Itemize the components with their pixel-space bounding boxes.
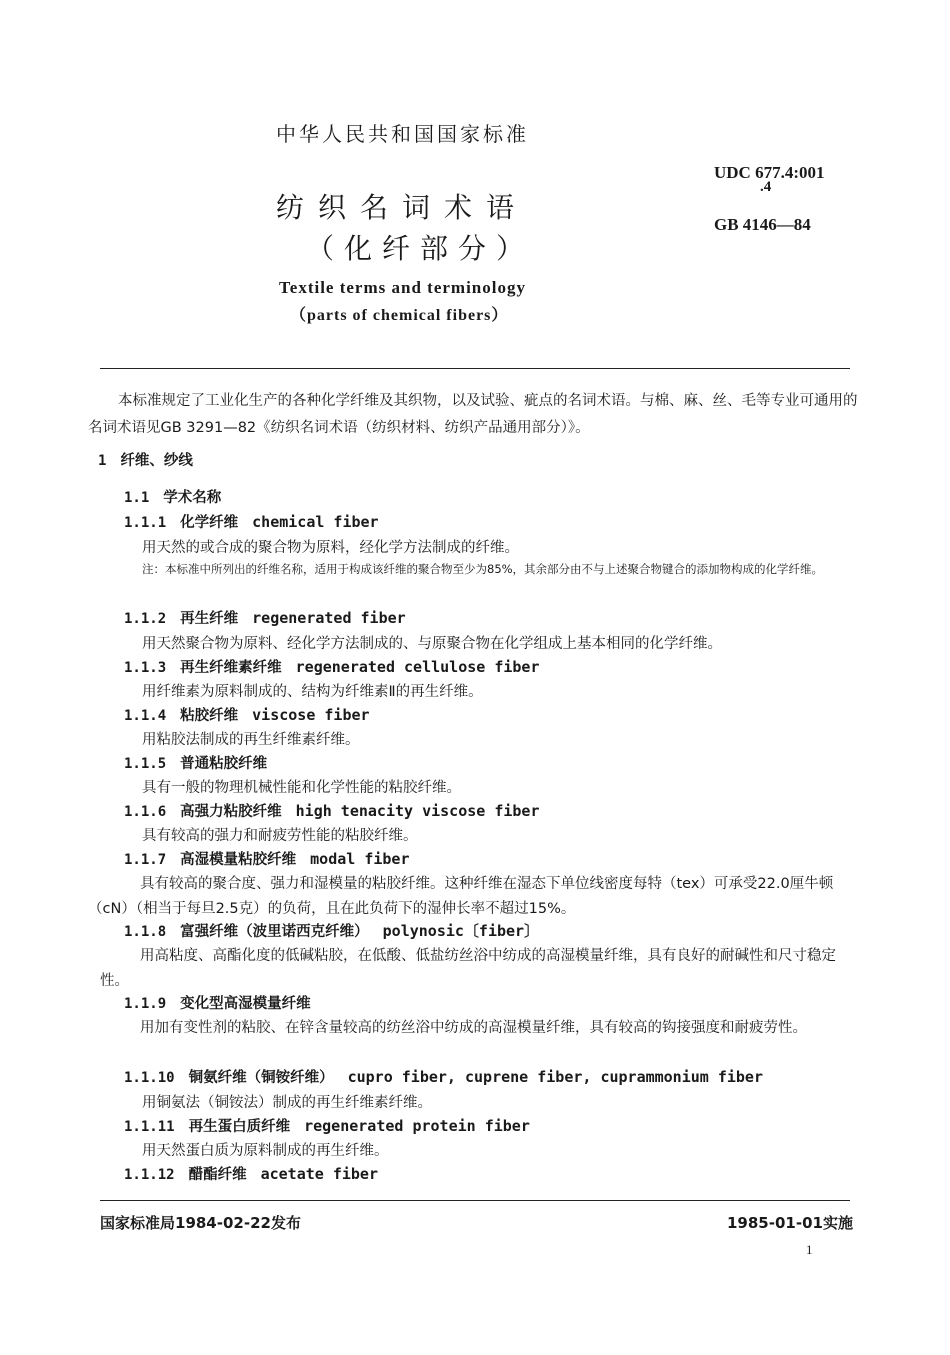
term-definition: 用高粘度、高酯化度的低碱粘胶，在低酸、低盐纺丝浴中纺成的高湿模量纤维，具有良好的耐碱性和尺寸稳定性。 bbox=[100, 948, 836, 989]
term-number: 1.1.11 bbox=[124, 1119, 175, 1135]
footer-divider bbox=[100, 1200, 850, 1201]
term-heading bbox=[124, 920, 539, 941]
term-heading bbox=[124, 752, 267, 773]
term-chinese: 醋酯纤维 bbox=[188, 1167, 247, 1183]
section-title: 纤维、纱线 bbox=[120, 453, 193, 469]
subsection-heading bbox=[124, 486, 221, 507]
term-chinese: 富强纤维（波里诺西克纤维） bbox=[180, 924, 369, 940]
term-heading bbox=[124, 607, 406, 628]
term-chinese: 再生蛋白质纤维 bbox=[188, 1119, 291, 1135]
term-chinese: 高湿模量粘胶纤维 bbox=[180, 852, 297, 868]
term-number: 1.1.12 bbox=[124, 1167, 175, 1183]
term-number: 1.1.10 bbox=[124, 1070, 175, 1086]
term-number: 1.1.6 bbox=[124, 804, 167, 820]
term-chinese: 高强力粘胶纤维 bbox=[180, 804, 282, 820]
term-heading bbox=[124, 1115, 530, 1136]
term-definition: 用铜氨法（铜铵法）制成的再生纤维素纤维。 bbox=[142, 1095, 432, 1111]
term-number: 1.1.3 bbox=[124, 660, 167, 676]
term-definition: 用纤维素为原料制成的、结构为纤维素Ⅱ的再生纤维。 bbox=[142, 684, 483, 700]
term-number: 1.1.7 bbox=[124, 852, 167, 868]
term-chinese: 粘胶纤维 bbox=[180, 708, 239, 724]
term-english: regenerated cellulose fiber bbox=[295, 658, 540, 676]
term-heading bbox=[124, 511, 379, 532]
term-definition: 具有较高的强力和耐疲劳性能的粘胶纤维。 bbox=[142, 828, 418, 844]
term-english: polynosic〔fiber〕 bbox=[382, 922, 540, 940]
english-title: Textile terms and terminology bbox=[279, 278, 526, 297]
term-english: chemical fiber bbox=[252, 513, 379, 531]
term-english: high tenacity viscose fiber bbox=[295, 802, 540, 820]
document-subtitle: （化纤部分） bbox=[306, 232, 535, 265]
term-heading bbox=[124, 848, 410, 869]
term-chinese: 化学纤维 bbox=[180, 515, 239, 531]
term-chinese: 变化型高湿模量纤维 bbox=[180, 996, 311, 1012]
term-definition: 用加有变性剂的粘胶、在锌含量较高的纺丝浴中纺成的高湿模量纤维，具有较高的钩接强度和耐疲劳性。 bbox=[140, 1020, 807, 1036]
term-definition: 用粘胶法制成的再生纤维素纤维。 bbox=[142, 732, 360, 748]
term-number: 1.1.2 bbox=[124, 611, 167, 627]
term-chinese: 再生纤维 bbox=[180, 611, 239, 627]
term-number: 1.1.9 bbox=[124, 996, 167, 1012]
term-note: 注：本标准中所列出的纤维名称，适用于构成该纤维的聚合物至少为85%，其余部分由不与上述聚合物键合的添加物构成的化学纤维。 bbox=[142, 562, 824, 576]
section-heading bbox=[98, 449, 193, 470]
term-definition: 用天然蛋白质为原料制成的再生纤维。 bbox=[142, 1143, 389, 1159]
term-chinese: 再生纤维素纤维 bbox=[180, 660, 282, 676]
term-english: modal fiber bbox=[310, 850, 410, 868]
subsection-title: 学术名称 bbox=[163, 490, 222, 506]
term-number: 1.1.4 bbox=[124, 708, 167, 724]
term-heading bbox=[124, 704, 370, 725]
issue-date: 国家标准局1984-02-22发布 bbox=[100, 1214, 301, 1232]
english-subtitle: （parts of chemical fibers） bbox=[290, 307, 509, 324]
term-heading bbox=[124, 656, 540, 677]
term-english: viscose fiber bbox=[252, 706, 370, 724]
page-number: 1 bbox=[806, 1242, 813, 1257]
term-heading bbox=[124, 1066, 763, 1087]
standard-country-heading: 中华人民共和国国家标准 bbox=[276, 122, 529, 146]
term-definition: 用天然聚合物为原料、经化学方法制成的、与原聚合物在化学组成上基本相同的化学纤维。 bbox=[142, 636, 722, 652]
term-number: 1.1.8 bbox=[124, 924, 167, 940]
term-number: 1.1.1 bbox=[124, 515, 167, 531]
term-english: cupro fiber, cuprene fiber, cuprammonium fiber bbox=[347, 1068, 763, 1086]
term-heading bbox=[124, 1163, 378, 1184]
term-chinese: 铜氨纤维（铜铵纤维） bbox=[188, 1070, 334, 1086]
term-heading bbox=[124, 800, 540, 821]
term-definition: 具有较高的聚合度、强力和湿模量的粘胶纤维。这种纤维在湿态下单位线密度每特（tex）可承受22.0厘牛顿（cN）（相当于每旦2.5克）的负荷，且在此负荷下的湿伸长率不超过15%。 bbox=[88, 876, 834, 917]
header-divider bbox=[100, 368, 850, 369]
term-english: regenerated fiber bbox=[252, 609, 406, 627]
subsection-number: 1.1 bbox=[124, 490, 150, 506]
udc-code-continuation: .4 bbox=[760, 179, 772, 195]
udc-code: UDC 677.4:001 bbox=[714, 163, 825, 182]
term-definition: 用天然的或合成的聚合物为原料，经化学方法制成的纤维。 bbox=[142, 540, 519, 556]
section-number: 1 bbox=[98, 453, 107, 469]
document-title: 纺织名词术语 bbox=[276, 191, 529, 224]
term-heading bbox=[124, 992, 311, 1013]
term-english: regenerated protein fiber bbox=[304, 1117, 530, 1135]
term-english: acetate fiber bbox=[260, 1165, 378, 1183]
term-definition: 具有一般的物理机械性能和化学性能的粘胶纤维。 bbox=[142, 780, 461, 796]
term-number: 1.1.5 bbox=[124, 756, 167, 772]
effective-date: 1985-01-01实施 bbox=[727, 1214, 853, 1232]
term-chinese: 普通粘胶纤维 bbox=[180, 756, 268, 772]
intro-paragraph: 本标准规定了工业化生产的各种化学纤维及其织物，以及试验、疵点的名词术语。与棉、麻、丝、毛等专业可通用的名词术语见GB 3291—82《纺织名词术语（纺织材料、纺织产品通用部分）》。 bbox=[88, 393, 858, 436]
gb-standard-number: GB 4146—84 bbox=[714, 215, 811, 234]
